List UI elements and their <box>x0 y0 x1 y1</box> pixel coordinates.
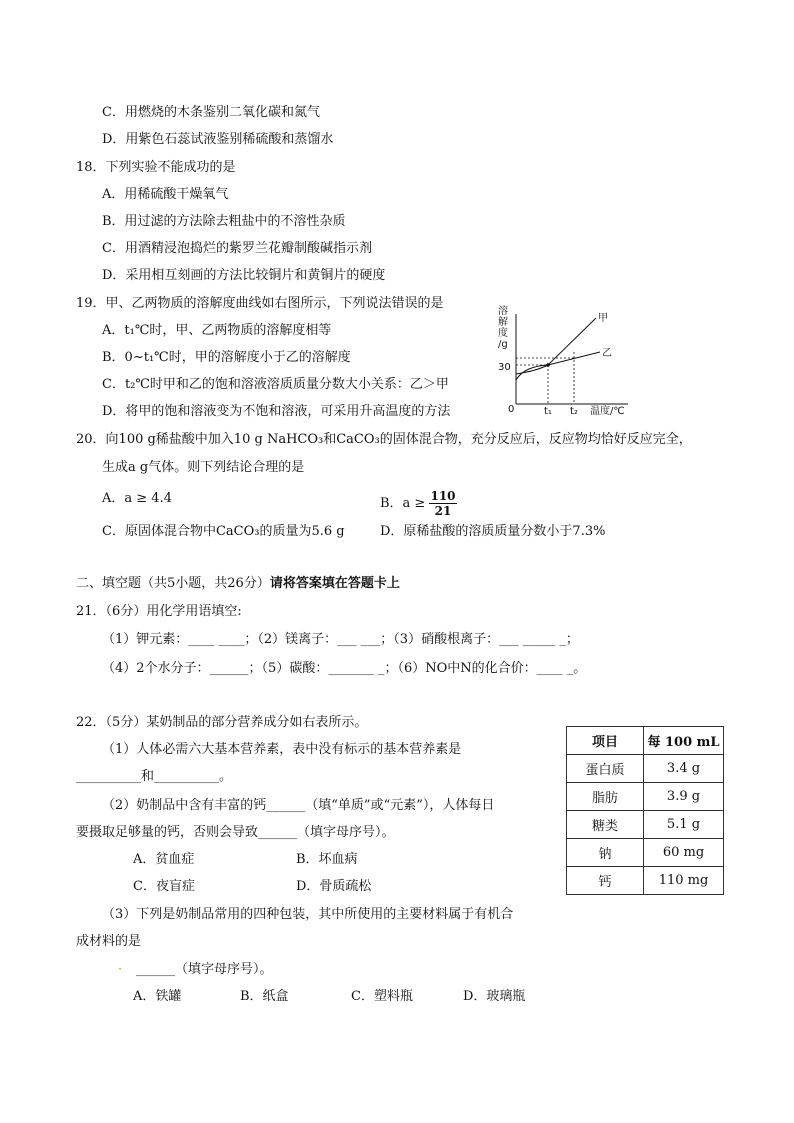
q20-option-a: A．a ≥ 4.4 <box>102 491 172 506</box>
q17-option-c: C．用燃烧的木条鉴别二氧化碳和氮气 <box>102 105 320 120</box>
q20-stem-line-1: 20．向100 g稀盐酸中加入10 g NaHCO₃和CaCO₃的固体混合物，充分反应后，反应物均恰好反应完全， <box>76 432 692 447</box>
q17-option-d: D．用紫色石蕊试液鉴别稀硫酸和蒸馏水 <box>102 132 334 147</box>
solubility-curve-diagram <box>478 300 638 422</box>
q18-stem: 18．下列实验不能成功的是 <box>76 160 236 175</box>
q22-stem: 22．（5分）某奶制品的部分营养成分如右表所示。 <box>76 715 368 730</box>
intersection-point <box>546 363 550 367</box>
q18-option-c: C．用酒精浸泡捣烂的紫罗兰花瓣制酸碱指示剂 <box>102 241 372 256</box>
table-header-row <box>567 727 724 755</box>
q22-pack-d: D．玻璃瓶 <box>463 989 526 1004</box>
q22-part-1: （1）人体必需六大基本营养素，表中没有标示的基本营养素是 <box>102 742 462 757</box>
y-label-char-3: 度 <box>498 328 508 339</box>
q21-stem: 21．（6分）用化学用语填空: <box>76 604 242 619</box>
table-cell-value: 5.1 g <box>644 811 724 839</box>
table-cell-item: 钙 <box>567 867 644 895</box>
q22-part-2-line-2: 要摄取足够量的钙，否则会导致______（填字母序号）。 <box>76 825 395 840</box>
q22-part-3-line-2: 成材料的是 <box>76 934 142 949</box>
q18-option-b: B．用过滤的方法除去粗盐中的不溶性杂质 <box>102 214 346 229</box>
table-cell-value: 3.9 g <box>644 783 724 811</box>
q20-option-b-prefix: B．a ≥ <box>380 496 426 511</box>
q19-option-a: A．t₁℃时，甲、乙两物质的溶解度相等 <box>102 323 332 338</box>
q21-line-2: （4）2个水分子：______；（5）碳酸：_______ _；（6）NO中N的化合价：____ _。 <box>102 661 587 676</box>
curve-jia <box>516 318 596 374</box>
q22-part-1-blanks: __________和__________。 <box>76 769 233 784</box>
series-label-jia: 甲 <box>598 313 608 324</box>
fraction-denominator: 21 <box>434 504 452 518</box>
table-cell-item: 糖类 <box>567 811 644 839</box>
q19-option-c: C．t₂℃时甲和乙的饱和溶液溶质质量分数大小关系：乙＞甲 <box>102 377 449 392</box>
q22-option-b: B．坏血病 <box>296 852 358 867</box>
q22-part-3-blank: ______（填字母序号）。 <box>136 962 273 977</box>
q22-option-d: D．骨质疏松 <box>296 879 372 894</box>
table-header-item: 项目 <box>567 727 644 755</box>
q20-option-d: D．原稀盐酸的溶质质量分数小于7.3% <box>380 524 606 539</box>
section-2-title: 二、填空题（共5小题，共26分） <box>76 576 270 591</box>
q18-option-d: D．采用相互刻画的方法比较铜片和黄铜片的硬度 <box>102 268 386 283</box>
q22-option-c: C．夜盲症 <box>133 879 195 894</box>
q22-pack-c: C．塑料瓶 <box>351 989 413 1004</box>
q22-option-a: A．贫血症 <box>133 852 195 867</box>
table-cell-value: 3.4 g <box>644 755 724 783</box>
q19-option-d: D．将甲的饱和溶液变为不饱和溶液，可采用升高温度的方法 <box>102 404 451 419</box>
nutrition-table <box>566 726 724 895</box>
series-label-yi: 乙 <box>602 348 612 359</box>
section-2-heading <box>76 574 400 594</box>
x-axis-label: 温度/℃ <box>590 406 625 417</box>
t2-label: t₂ <box>570 406 578 417</box>
t1-label: t₁ <box>544 406 552 417</box>
table-row <box>567 839 724 867</box>
q19-stem: 19．甲、乙两物质的溶解度曲线如右图所示，下列说法错误的是 <box>76 296 444 311</box>
table-cell-item: 脂肪 <box>567 783 644 811</box>
table-cell-value: 110 mg <box>644 867 724 895</box>
q19-option-b: B．0~t₁℃时，甲的溶解度小于乙的溶解度 <box>102 350 351 365</box>
stray-dot: · <box>118 962 123 977</box>
y-label-char-2: 解 <box>498 317 508 328</box>
q20-option-c: C．原固体混合物中CaCO₃的质量为5.6 g <box>102 524 345 539</box>
table-row <box>567 811 724 839</box>
table-row <box>567 755 724 783</box>
fraction-numerator: 110 <box>430 489 456 503</box>
table-cell-item: 钠 <box>567 839 644 867</box>
q22-pack-b: B．纸盒 <box>240 989 289 1004</box>
table-cell-value: 60 mg <box>644 839 724 867</box>
origin-label: 0 <box>508 404 515 415</box>
q20-option-b-fraction <box>429 489 456 518</box>
table-row <box>567 783 724 811</box>
y-label-char-1: 溶 <box>498 306 508 317</box>
curve-yi <box>516 352 600 380</box>
table-row <box>567 867 724 895</box>
y-label-char-4: /g <box>498 339 508 350</box>
q21-line-1: （1）钾元素：____ ____；（2）镁离子：___ ___；（3）硝酸根离子：___ _____ _； <box>102 632 579 647</box>
y-tick-30: 30 <box>498 362 511 373</box>
q22-part-3: （3）下列是奶制品常用的四种包装，其中所使用的主要材料属于有机合 <box>102 907 514 922</box>
table-header-per-100ml: 每 100 mL <box>644 727 724 755</box>
section-2-note: 请将答案填在答题卡上 <box>269 576 400 591</box>
q20-option-b <box>380 489 457 518</box>
q18-option-a: A．用稀硫酸干燥氧气 <box>102 187 229 202</box>
q20-stem-line-2: 生成a g气体。则下列结论合理的是 <box>102 460 305 475</box>
q22-pack-a: A．铁罐 <box>133 989 182 1004</box>
table-cell-item: 蛋白质 <box>567 755 644 783</box>
q22-part-2: （2）奶制品中含有丰富的钙______（填“单质”或“元素”），人体每日 <box>102 798 495 813</box>
